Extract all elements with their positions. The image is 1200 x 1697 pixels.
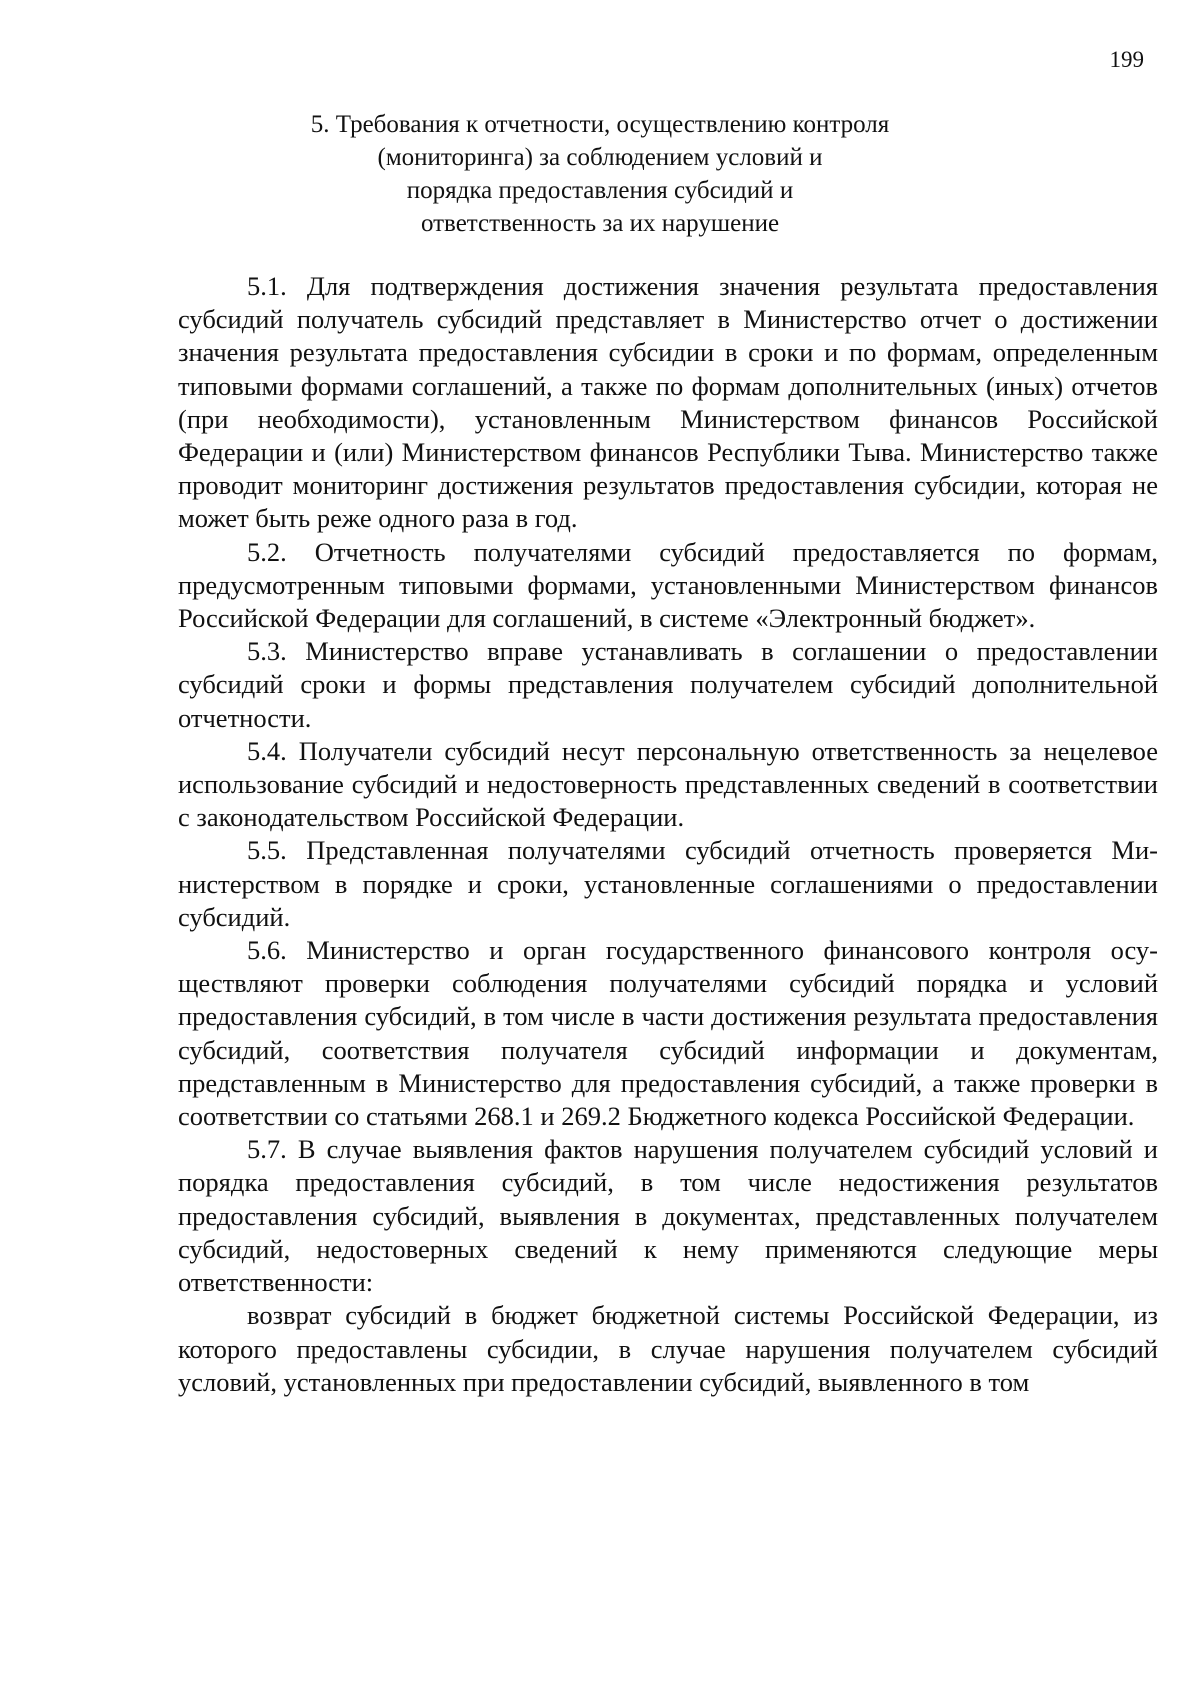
paragraph-5-3: 5.3. Министерство вправе устанавливать в соглашении о предоставлении субсидий сроки и формы представления получателем субсидий дополнительной отчетности. <box>178 636 1158 733</box>
heading-line: порядка предоставления субсидий и <box>406 177 794 204</box>
paragraph-refund: возврат субсидий в бюджет бюджетной системы Российской Федерации, из которого предоставлены субсидии, в случае нарушения получателем субсидий условий, установленных при предоставлении субсидий, выявленного в том <box>178 1300 1158 1397</box>
paragraph-5-2: 5.2. Отчетность получателями субсидий предоставляется по формам, предусмотренным типовыми формами, установленными Министерством финансов Российской Федерации для соглашений, в системе «Электронный бюджет». <box>178 536 1158 634</box>
paragraph-5-1: 5.1. Для подтверждения достижения значения результата предоставления субсидий получатель субсидий представляет в Министерство отчет о достижении значения результата предоставления субсидии в сроки и по формам, определенным типовыми формами соглашений, а также по формам дополнительных (иных) отчетов (при необходимости), установленным Министерством финансов Российской Федерации и (или) Министерством финансов Республики Тыва. Министерство также проводит мониторинг достижения результатов предоставления субсидии, которая не может быть реже одного раза в год. <box>178 271 1158 534</box>
document-body <box>178 270 1158 1399</box>
paragraph-5-4: 5.4. Получатели субсидий несут персональную ответственность за нецелевое использование субсидий и недостоверность представленных сведений в соответствии с законодательством Российской Федерации. <box>178 735 1158 833</box>
heading-line: (мониторинга) за соблюдением условий и <box>377 144 823 171</box>
heading-line: ответственность за их нарушение <box>420 210 780 237</box>
paragraph-5-5: 5.5. Представленная получателями субсидий отчетность проверяется Министерством в порядке и сроки, установленные соглашениями о предоставлении субсидий. <box>178 835 1158 932</box>
section-heading <box>0 108 1200 240</box>
paragraph-5-7: 5.7. В случае выявления фактов нарушения получателем субсидий условий и порядка предоставления субсидий, в том числе недостижения результатов предоставления субсидий, выявления в документах, представленных получателем субсидий, недостоверных сведений к нему применяются следующие меры ответственности: <box>178 1134 1158 1298</box>
heading-line: 5. Требования к отчетности, осуществлению контроля <box>310 111 890 138</box>
paragraph-5-6: 5.6. Министерство и орган государственного финансового контроля осуществляют проверки соблюдения получателями субсидий порядка и условий предоставления субсидий, в том числе в части достижения результата предоставления субсидий, соответствия получателя субсидий информации и документам, представленным в Министерство для предоставления субсидий, а также проверки в соответствии со статьями 268.1 и 269.2 Бюджетного кодекса Российской Федерации. <box>178 935 1158 1132</box>
page-number: 199 <box>1109 47 1144 72</box>
